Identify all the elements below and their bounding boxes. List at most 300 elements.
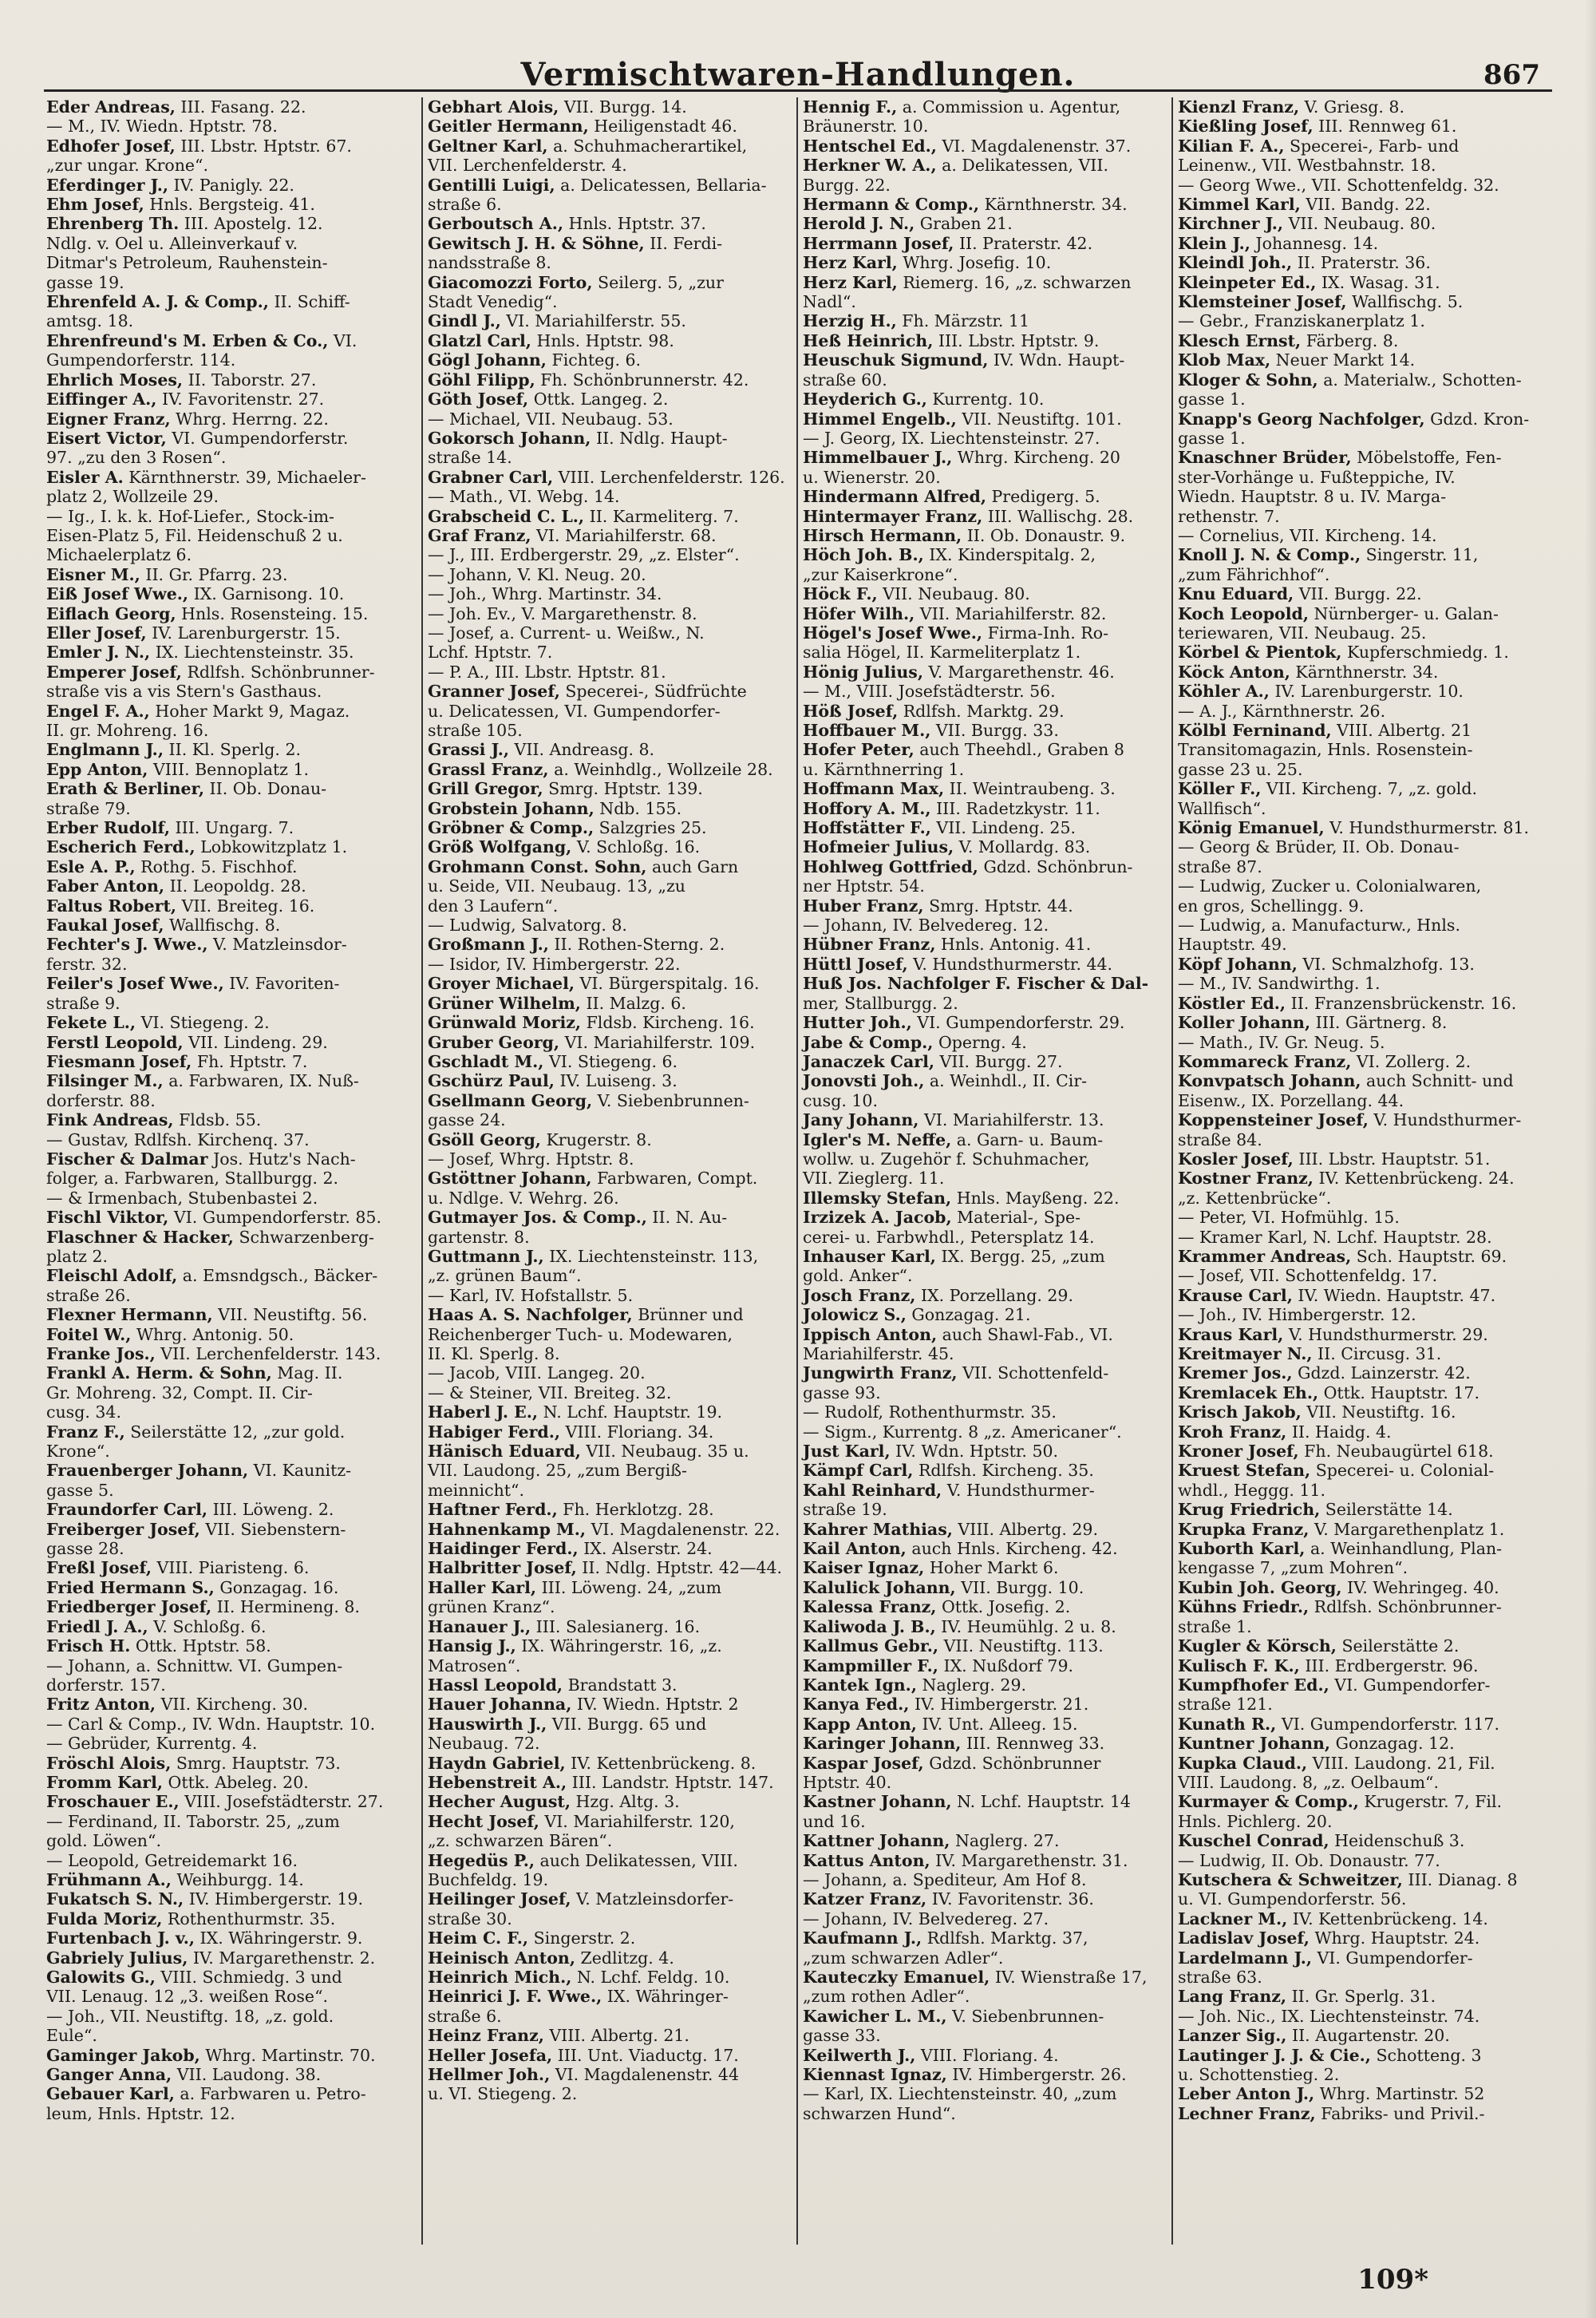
entry-address: II. Circusg. 31. [1317, 1344, 1442, 1363]
directory-entry [803, 799, 1168, 818]
entry-name: Kosler Josef, [1178, 1149, 1294, 1169]
directory-entry [803, 1558, 1168, 1577]
entry-address: u. Seide, VII. Neubaug. 13, „zu [428, 876, 686, 896]
entry-address: V. Matzleinsdorfer- [576, 1889, 734, 1909]
directory-entry [428, 1052, 793, 1071]
directory-entry [428, 1578, 793, 1597]
directory-entry [1178, 584, 1543, 603]
directory-entry [46, 273, 418, 292]
entry-address: — Johann, IV. Belvedereg. 12. [803, 916, 1049, 936]
entry-address: VI. Mariahilferstr. 55. [506, 311, 686, 331]
directory-entry [46, 1520, 418, 1539]
directory-entry [1178, 1247, 1543, 1266]
directory-entry [428, 1675, 793, 1695]
directory-entry [1178, 350, 1543, 370]
entry-address: straße 19. [803, 1500, 887, 1520]
entry-name: Heinisch Anton, [428, 1948, 575, 1968]
entry-name: Herz Karl, [803, 253, 898, 273]
directory-entry [803, 604, 1168, 623]
entry-address: Lobkowitzplatz 1. [200, 837, 348, 857]
directory-entry [803, 1831, 1168, 1850]
directory-entry [46, 799, 418, 818]
directory-entry [46, 1734, 418, 1753]
entry-address: VI. Mariahilferstr. 109. [564, 1032, 756, 1052]
entry-address: Riemerg. 16, „z. schwarzen [903, 272, 1132, 292]
entry-address: Singerstr. 2. [533, 1928, 636, 1948]
entry-address: Rothg. 5. Fischhof. [140, 856, 298, 876]
entry-address: — Ludwig, II. Ob. Donaustr. 77. [1178, 1850, 1440, 1870]
entry-address: III. Rennweg 33. [966, 1734, 1105, 1754]
entry-address: III. Lbstr. Hauptstr. 51. [1298, 1149, 1491, 1169]
entry-name: Gögl Johann, [428, 350, 547, 370]
directory-entry [803, 1987, 1168, 2006]
directory-entry [428, 487, 793, 506]
entry-address: — Ferdinand, II. Taborstr. 25, „zum [46, 1811, 340, 1831]
entry-name: Kommareck Franz, [1178, 1051, 1352, 1071]
entry-name: Kattus Anton, [803, 1850, 930, 1870]
directory-entry [803, 487, 1168, 506]
entry-name: Ehm Josef, [46, 195, 144, 215]
directory-entry [46, 1325, 418, 1344]
entry-address: VIII. Piaristeng. 6. [156, 1558, 310, 1578]
entry-name: Koch Leopold, [1178, 603, 1309, 623]
entry-name: Kauteczky Emanuel, [803, 1968, 990, 1987]
entry-name: Fröschl Alois, [46, 1753, 172, 1773]
directory-entry [803, 1520, 1168, 1539]
entry-address: a. Materialw., Schotten- [1323, 370, 1522, 390]
directory-entry [1178, 195, 1543, 214]
directory-entry [803, 1149, 1168, 1169]
entry-address: a. Commission u. Agentur, [902, 97, 1121, 117]
entry-address: VIII. Schmiedg. 3 und [160, 1968, 342, 1987]
directory-entry [46, 1208, 418, 1227]
entry-name: Foitel W., [46, 1324, 132, 1344]
entry-name: Friedberger Josef, [46, 1597, 212, 1617]
directory-entry [1178, 1636, 1543, 1655]
directory-entry [803, 1247, 1168, 1266]
entry-address: Wallfischg. 5. [1352, 292, 1464, 312]
directory-entry [803, 2065, 1168, 2084]
directory-entry [1178, 253, 1543, 272]
entry-address: gasse 19. [46, 272, 124, 292]
entry-address: IV. Kettenbrückeng. 8. [571, 1753, 757, 1773]
entry-address: Gdzd. Schönbrunner [929, 1753, 1101, 1773]
entry-address: III. Lbstr. Hptstr. 67. [180, 136, 352, 156]
entry-name: Ippisch Anton, [803, 1324, 938, 1344]
entry-address: — Ludwig, Zucker u. Colonialwaren, [1178, 876, 1482, 896]
entry-name: Hoffstätter F., [803, 818, 931, 838]
directory-entry [428, 584, 793, 603]
entry-name: Freiberger Josef, [46, 1519, 200, 1539]
directory-entry [428, 214, 793, 233]
directory-entry [1178, 507, 1543, 526]
directory-entry [803, 234, 1168, 253]
entry-address: VI. Bürgerspitalg. 16. [579, 974, 760, 994]
entry-name: Krupka Franz, [1178, 1519, 1310, 1539]
entry-address: II. Hermineng. 8. [216, 1597, 360, 1617]
directory-entry [46, 487, 418, 506]
directory-entry [1178, 1948, 1543, 1968]
directory-entry [803, 1734, 1168, 1753]
entry-address: IX. Alserstr. 24. [583, 1539, 713, 1559]
entry-name: Gentilli Luigi, [428, 175, 555, 195]
entry-name: Hecher August, [428, 1792, 571, 1812]
directory-entry [1178, 1597, 1543, 1616]
directory-entry [46, 740, 418, 759]
directory-entry [803, 1071, 1168, 1090]
entry-name: Eferdinger J., [46, 175, 169, 195]
directory-entry [46, 896, 418, 916]
entry-address: Rdlfsh. Schönbrunner- [1314, 1597, 1502, 1617]
entry-address: — & Steiner, VII. Breiteg. 32. [428, 1382, 672, 1402]
entry-address: V. Griesg. 8. [1304, 97, 1404, 117]
entry-name: Kruest Stefan, [1178, 1461, 1311, 1481]
entry-name: Kallmus Gebr., [803, 1636, 939, 1656]
entry-address: und 16. [803, 1811, 866, 1831]
directory-entry [46, 1033, 418, 1052]
directory-entry [428, 1539, 793, 1558]
entry-name: Großmann J., [428, 935, 549, 955]
directory-entry [1178, 837, 1543, 856]
directory-entry [46, 1189, 418, 1208]
directory-entry [803, 857, 1168, 876]
entry-name: Ganger Anna, [46, 2065, 172, 2085]
entry-address: VI. Magdalenenstr. 37. [942, 136, 1132, 156]
entry-address: VI. Gumpendorferstr. 117. [1281, 1714, 1499, 1734]
entry-name: Hintermayer Franz, [803, 506, 983, 526]
entry-address: — Rudolf, Rothenthurmstr. 35. [803, 1402, 1057, 1422]
entry-name: Kloger & Sohn, [1178, 370, 1318, 390]
entry-address: Salzgries 25. [598, 818, 707, 838]
entry-address: Smrg. Hptstr. 44. [929, 896, 1073, 916]
entry-address: Jos. Hutz's Nach- [213, 1149, 356, 1169]
directory-entry [46, 1149, 418, 1169]
directory-entry [46, 1305, 418, 1324]
entry-name: Fulda Moriz, [46, 1909, 163, 1928]
entry-address: IV. Kettenbrückeng. 24. [1318, 1169, 1515, 1189]
directory-entry [803, 2046, 1168, 2065]
entry-name: Fraundorfer Carl, [46, 1500, 208, 1520]
directory-entry [46, 1695, 418, 1714]
directory-entry [803, 429, 1168, 448]
entry-address: IV. Larenburgerstr. 15. [152, 623, 341, 643]
entry-address: VI. Kaunitz- [253, 1461, 352, 1481]
directory-entry [1178, 2104, 1543, 2123]
entry-address: Färberg. 8. [1306, 330, 1399, 350]
entry-address: II. Praterstr. 36. [1297, 253, 1431, 273]
entry-address: VI. Magdalenenstr. 44 [555, 2065, 740, 2085]
directory-entry [428, 1286, 793, 1305]
directory-entry [803, 1870, 1168, 1889]
directory-entry [803, 1110, 1168, 1129]
directory-entry [428, 1189, 793, 1208]
directory-entry [46, 682, 418, 701]
entry-address: IV. Luiseng. 3. [559, 1071, 678, 1091]
entry-address: straße 6. [428, 2006, 502, 2026]
directory-entry [46, 584, 418, 603]
directory-entry [428, 1169, 793, 1188]
directory-entry [428, 370, 793, 390]
directory-entry [1178, 429, 1543, 448]
entry-name: Herzig H., [803, 311, 897, 331]
entry-address: IV. Margarethenstr. 2. [192, 1948, 376, 1968]
entry-name: Göth Josef, [428, 390, 529, 409]
directory-entry [1178, 468, 1543, 487]
directory-entry [428, 1208, 793, 1227]
directory-entry [1178, 1500, 1543, 1519]
entry-address: VII. Burgg. 14. [563, 97, 687, 117]
directory-entry [803, 837, 1168, 856]
directory-entry [1178, 702, 1543, 721]
directory-entry [803, 136, 1168, 156]
directory-entry [803, 1851, 1168, 1870]
entry-address: — Johann, a. Schnittw. VI. Gumpen- [46, 1655, 343, 1675]
header-rule [44, 89, 1552, 92]
directory-entry [803, 507, 1168, 526]
entry-address: VIII. Albertg. 29. [958, 1519, 1098, 1539]
directory-entry [46, 234, 418, 253]
directory-entry [803, 370, 1168, 390]
entry-name: Kuschel Conrad, [1178, 1831, 1329, 1851]
entry-address: „zum schwarzen Adler“. [803, 1948, 1004, 1968]
entry-name: Kanya Fed., [803, 1695, 910, 1715]
entry-address: — A. J., Kärnthnerstr. 26. [1178, 701, 1386, 721]
entry-address: IV. Wienstraße 17, [994, 1968, 1148, 1987]
entry-address: — Georg & Brüder, II. Ob. Donau- [1178, 837, 1460, 857]
directory-entry [803, 1754, 1168, 1773]
directory-entry [1178, 604, 1543, 623]
directory-entry [803, 663, 1168, 682]
directory-entry [1178, 994, 1543, 1013]
entry-address: VIII. Bennoplatz 1. [152, 759, 310, 779]
entry-address: IV. Panigly. 22. [173, 175, 294, 195]
entry-address: VII. Breiteg. 16. [181, 896, 315, 916]
directory-entry [1178, 1889, 1543, 1909]
directory-entry [428, 1812, 793, 1831]
directory-entry [46, 1636, 418, 1655]
entry-address: IV. Himbergerstr. 19. [188, 1889, 363, 1909]
entry-address: straße 30. [428, 1909, 512, 1928]
directory-entry [46, 565, 418, 584]
directory-entry [803, 2084, 1168, 2103]
directory-entry [1178, 1461, 1543, 1480]
directory-entry [1178, 1266, 1543, 1285]
entry-name: Galowits G., [46, 1968, 156, 1987]
directory-entry [428, 1792, 793, 1811]
entry-address: VII. Kircheng. 30. [160, 1695, 309, 1715]
entry-address: Predigerg. 5. [991, 487, 1100, 507]
entry-address: Specerei-, Südfrüchte [565, 682, 747, 702]
entry-name: Gebauer Karl, [46, 2084, 175, 2104]
entry-address: VI. Gumpendorferstr. [172, 428, 349, 448]
entry-name: Grünwald Moriz, [428, 1013, 582, 1033]
entry-address: straße 9. [46, 993, 120, 1013]
directory-entry [428, 1520, 793, 1539]
directory-entry [46, 390, 418, 409]
entry-name: Leber Anton J., [1178, 2084, 1315, 2104]
entry-address: II. Praterstr. 42. [958, 233, 1093, 253]
entry-name: Hohlweg Gottfried, [803, 856, 978, 876]
entry-name: Guttmann J., [428, 1246, 544, 1266]
entry-name: Kremlacek Eh., [1178, 1382, 1319, 1402]
directory-entry [1178, 740, 1543, 759]
directory-entry [1178, 1928, 1543, 1948]
directory-entry [1178, 1695, 1543, 1714]
entry-address: VIII. Albertg. 21. [549, 2026, 689, 2046]
directory-entry [1178, 2026, 1543, 2045]
directory-entry [803, 896, 1168, 916]
entry-address: III. Rennweg 61. [1318, 117, 1457, 136]
entry-name: Krause Carl, [1178, 1285, 1293, 1305]
directory-entry [1178, 1402, 1543, 1422]
entry-address: — Math., VI. Webg. 14. [428, 487, 620, 507]
entry-address: VI. Zollerg. 2. [1356, 1051, 1472, 1071]
entry-address: Seilerg. 5, „zur [598, 272, 724, 292]
directory-entry [46, 1948, 418, 1968]
directory-entry [46, 1071, 418, 1090]
directory-entry [803, 1422, 1168, 1442]
directory-entry [46, 1812, 418, 1831]
directory-entry [1178, 1812, 1543, 1831]
directory-entry [46, 448, 418, 467]
entry-address: a. Emsndgsch., Bäcker- [182, 1266, 378, 1286]
entry-name: Lautinger J. J. & Cie., [1178, 2045, 1371, 2065]
entry-name: Kumpfhofer Ed., [1178, 1675, 1329, 1695]
entry-address: — Joh. Nic., IX. Liechtensteinstr. 74. [1178, 2006, 1480, 2026]
entry-name: Kutschera & Schweitzer, [1178, 1869, 1403, 1889]
entry-address: III. Unt. Viaductg. 17. [557, 2045, 739, 2065]
directory-entry [1178, 760, 1543, 779]
entry-address: auch Shawl-Fab., VI. [942, 1324, 1113, 1344]
entry-address: Kurrentg. 10. [932, 390, 1045, 409]
entry-address: straße 84. [1178, 1129, 1262, 1149]
entry-name: Eigner Franz, [46, 409, 171, 429]
entry-address: Brandstatt 3. [567, 1675, 678, 1695]
directory-entry [1178, 390, 1543, 409]
page-header [40, 56, 1556, 104]
entry-name: Lechner Franz, [1178, 2103, 1316, 2123]
entry-name: Groyer Michael, [428, 974, 575, 994]
entry-address: grünen Kranz“. [428, 1597, 555, 1617]
directory-entry [428, 818, 793, 837]
directory-entry [803, 292, 1168, 311]
entry-address: — Josef, VII. Schottenfeldg. 17. [1178, 1266, 1438, 1286]
entry-name: Hennig F., [803, 97, 898, 117]
entry-address: gasse 33. [803, 2026, 881, 2046]
directory-entry [1178, 1578, 1543, 1597]
entry-address: V. Siebenbrunnen- [597, 1090, 749, 1110]
entry-address: IX. Porzellang. 29. [920, 1285, 1073, 1305]
entry-address: Fh. Neubaugürtel 618. [1304, 1442, 1494, 1462]
entry-name: Größ Wolfgang, [428, 837, 572, 857]
entry-name: Heyderich G., [803, 390, 927, 409]
directory-entry [1178, 955, 1543, 974]
entry-name: Höfer Wilh., [803, 603, 915, 623]
entry-name: Hirsch Hermann, [803, 525, 962, 545]
directory-entry [1178, 1228, 1543, 1247]
entry-name: Kalessa Franz, [803, 1597, 937, 1617]
directory-entry [428, 545, 793, 564]
directory-entry [803, 1305, 1168, 1324]
directory-entry [803, 935, 1168, 954]
directory-entry [803, 994, 1168, 1013]
entry-name: Emperer Josef, [46, 662, 182, 682]
directory-entry [428, 1071, 793, 1090]
directory-entry [428, 1636, 793, 1655]
directory-entry [428, 234, 793, 253]
entry-address: Eisen-Platz 5, Fil. Heidenschuß 2 u. [46, 525, 343, 545]
entry-address: VII. Neubaug. 35 u. [586, 1442, 749, 1462]
entry-address: — M., VIII. Josefstädterstr. 56. [803, 682, 1056, 702]
entry-name: Kuborth Karl, [1178, 1539, 1306, 1559]
entry-name: Fromm Karl, [46, 1772, 164, 1792]
directory-entry [803, 584, 1168, 603]
entry-address: „zur Kaiserkrone“. [803, 564, 958, 584]
entry-name: Gstöttner Johann, [428, 1169, 592, 1189]
entry-address: IV. Favoritenstr. 27. [161, 390, 325, 409]
entry-name: Kießling Josef, [1178, 117, 1314, 136]
directory-entry [1178, 1773, 1543, 1792]
entry-address: Gdzd. Schönbrun- [983, 856, 1133, 876]
directory-entry [803, 1578, 1168, 1597]
entry-address: Fh. Hptstr. 7. [196, 1051, 308, 1071]
entry-address: Naglerg. 29. [922, 1675, 1027, 1695]
entry-name: Ferstl Leopold, [46, 1032, 184, 1052]
signature-mark: 109* [1357, 2264, 1428, 2296]
directory-entry [803, 916, 1168, 935]
entry-address: Graben 21. [919, 214, 1013, 234]
entry-name: Heilinger Josef, [428, 1889, 571, 1909]
entry-address: IX. Liechtensteinstr. 113, [549, 1246, 759, 1266]
entry-name: Himmelbauer J., [803, 448, 953, 468]
directory-entry [428, 2065, 793, 2084]
directory-entry [428, 643, 793, 662]
directory-entry [46, 2046, 418, 2065]
entry-name: Keilwerth J., [803, 2045, 916, 2065]
entry-name: Kämpf Carl, [803, 1461, 914, 1481]
entry-address: IV. Wehringeg. 40. [1347, 1577, 1499, 1597]
directory-entry [803, 331, 1168, 350]
directory-entry [803, 409, 1168, 429]
directory-entry [1178, 1656, 1543, 1675]
entry-name: Hänisch Eduard, [428, 1442, 581, 1462]
directory-entry [428, 1851, 793, 1870]
entry-name: Ehrlich Moses, [46, 370, 184, 390]
entry-name: Janaczek Carl, [803, 1051, 935, 1071]
directory-entry [1178, 916, 1543, 935]
entry-address: straße 1. [1178, 1616, 1252, 1636]
entry-name: Just Karl, [803, 1442, 891, 1462]
entry-address: Naglerg. 27. [954, 1831, 1060, 1851]
entry-address: VIII. Laudong. 21, Fil. [1312, 1753, 1495, 1773]
entry-name: Frisch H. [46, 1636, 131, 1656]
directory-entry [803, 545, 1168, 564]
directory-entry [803, 1500, 1168, 1519]
directory-entry [428, 156, 793, 175]
entry-name: Eisler A. [46, 467, 124, 487]
entry-address: „z. grünen Baum“. [428, 1266, 582, 1286]
entry-address: VI. Gumpendorfer- [1317, 1948, 1473, 1968]
entry-name: Hönig Julius, [803, 662, 923, 682]
entry-name: Höch Joh. B., [803, 545, 924, 565]
entry-address: Ndlg. v. Oel u. Alleinverkauf v. [46, 233, 298, 253]
directory-entry [46, 643, 418, 662]
directory-entry [1178, 1052, 1543, 1071]
directory-entry [803, 273, 1168, 292]
entry-address: IV. Favoritenstr. 36. [931, 1889, 1094, 1909]
entry-address: Hnls. Antonig. 41. [940, 935, 1092, 955]
directory-entry [46, 1578, 418, 1597]
